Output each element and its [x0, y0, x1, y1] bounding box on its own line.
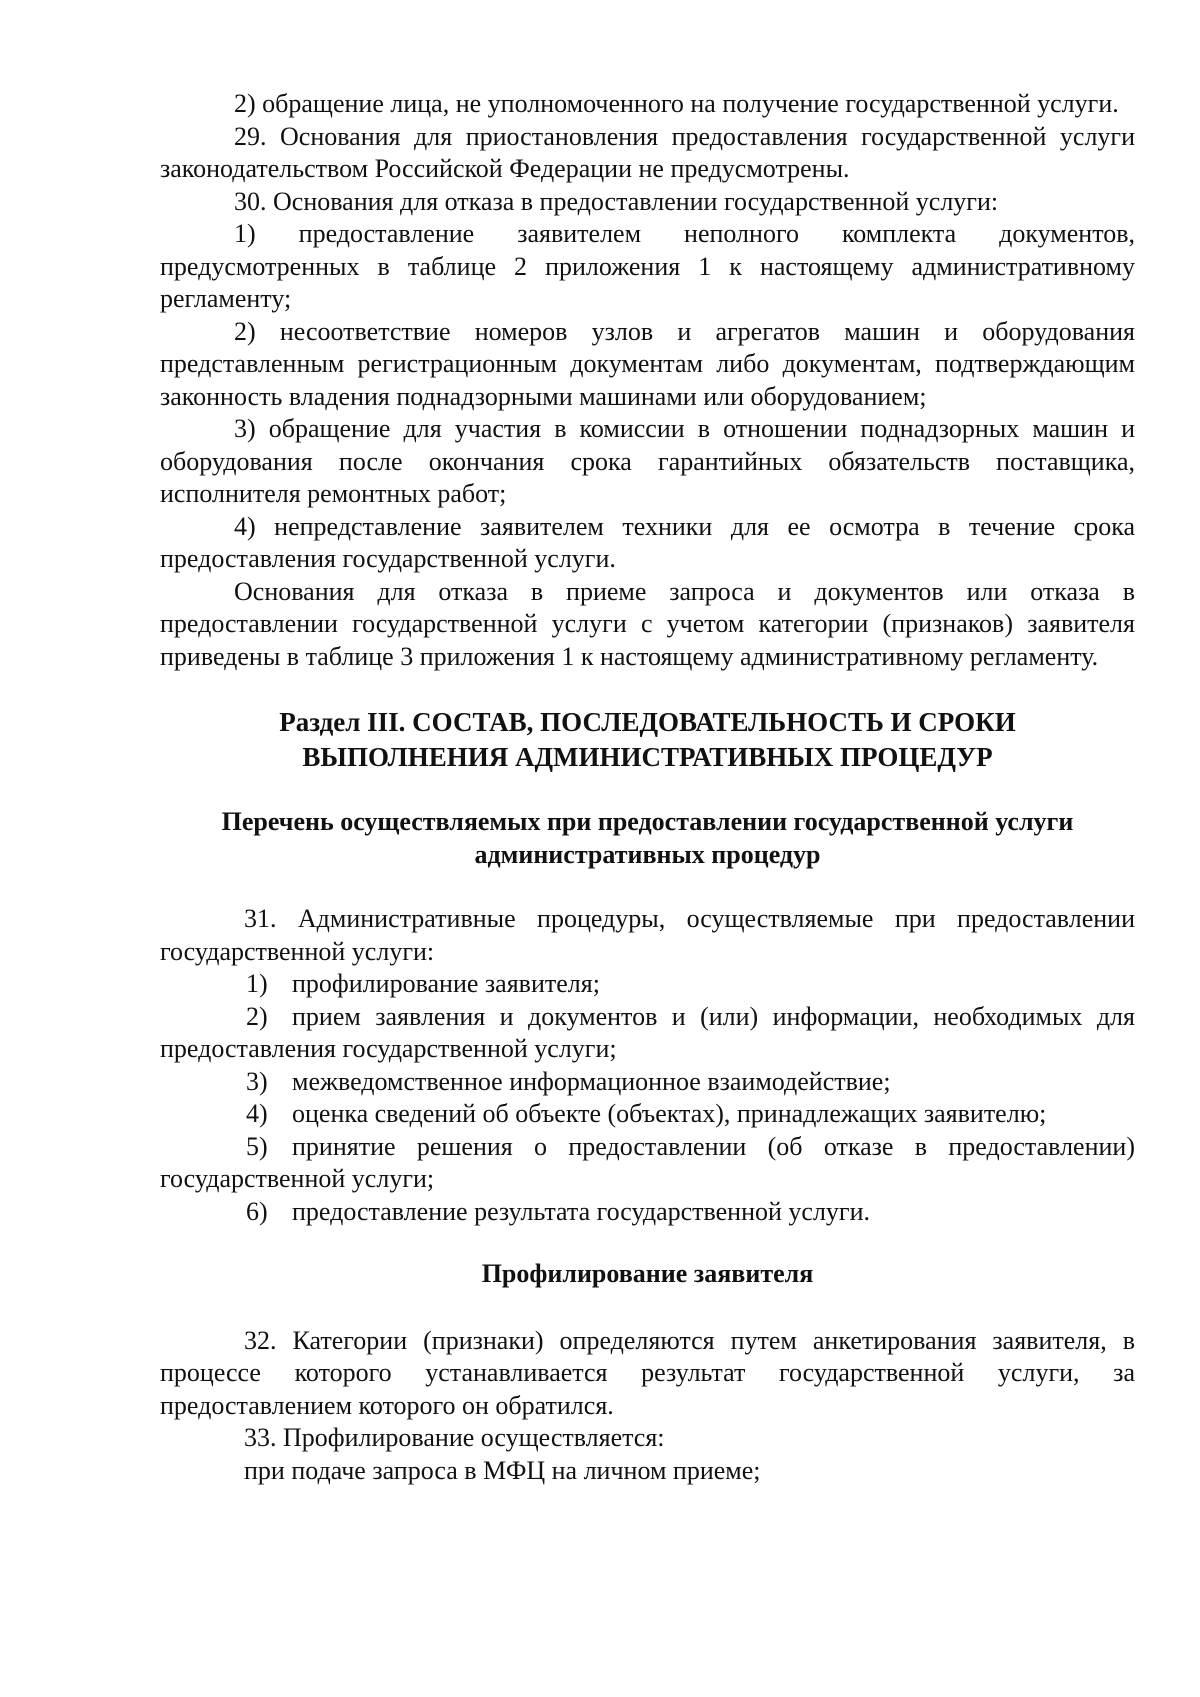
- subheading-procedures-line-2: административных процедур: [474, 840, 821, 869]
- list-item: [160, 1196, 1135, 1229]
- list-item-number: 1): [246, 969, 268, 998]
- list-item-text: межведомственное информационное взаимодействие;: [292, 1066, 891, 1096]
- list-item-text: профилирование заявителя;: [292, 969, 600, 998]
- paragraph-33-line: при подаче запроса в МФЦ на личном приеме;: [244, 1455, 761, 1485]
- paragraph-30-item-3: 3) обращение для участия в комиссии в отношении поднадзорных машин и оборудования после окончания срока гарантийных обязательств поставщика, исполнителя ремонтных работ;: [160, 414, 1135, 508]
- list-item-text: прием заявления и документов и (или) информации, необходимых для предоставления государственной услуги;: [160, 1001, 1135, 1063]
- paragraph-30-item-1: 1) предоставление заявителем неполного комплекта документов, предусмотренных в таблице 2 приложения 1 к настоящему административному регламенту;: [160, 219, 1135, 313]
- paragraph-33: 33. Профилирование осуществляется:: [244, 1423, 665, 1452]
- list-item: [160, 1001, 1135, 1066]
- subheading-applicant-profiling: Профилирование заявителя: [481, 1259, 814, 1288]
- document-page: [160, 88, 1135, 1487]
- list-item: [160, 1066, 1135, 1099]
- list-item: [160, 968, 1135, 1001]
- list-item: [160, 1131, 1135, 1196]
- subheading-procedures-list: [160, 805, 1135, 871]
- list-item: [160, 1098, 1135, 1131]
- paragraph-29: 29. Основания для приостановления предоставления государственной услуги законодательством Российской Федерации не предусмотрены.: [160, 121, 1135, 183]
- paragraph-32: 32. Категории (признаки) определяются путем анкетирования заявителя, в процессе которого устанавливается результат государственной услуги, за предоставлением которого он обратился.: [160, 1325, 1135, 1420]
- list-item-number: 3): [246, 1066, 268, 1096]
- list-item-text: предоставление результата государственной услуги.: [292, 1196, 871, 1226]
- paragraph-30-item-4: 4) непредставление заявителем техники для ее осмотра в течение срока предоставления государственной услуги.: [160, 511, 1135, 573]
- list-item-number: 2): [246, 1001, 268, 1031]
- subheading-procedures-line-1: Перечень осуществляемых при предоставлении государственной услуги: [221, 807, 1074, 836]
- section-heading-line-2: ВЫПОЛНЕНИЯ АДМИНИСТРАТИВНЫХ ПРОЦЕДУР: [302, 742, 993, 772]
- section-heading-line-1: Раздел III. СОСТАВ, ПОСЛЕДОВАТЕЛЬНОСТЬ И СРОКИ: [279, 707, 1016, 737]
- list-item-number: 5): [246, 1131, 268, 1161]
- section-heading: [160, 705, 1135, 775]
- paragraph-30: 30. Основания для отказа в предоставлении государственной услуги:: [234, 186, 999, 216]
- list-item-number: 6): [246, 1196, 268, 1226]
- paragraph-refusal-grounds: Основания для отказа в приеме запроса и документов или отказа в предоставлении государственной услуги с учетом категории (признаков) заявителя приведены в таблице 3 приложения 1 к настоящему административному регламенту.: [160, 576, 1135, 671]
- paragraph-item-2-unauthorized: 2) обращение лица, не уполномоченного на получение государственной услуги.: [234, 89, 1119, 118]
- list-item-text: принятие решения о предоставлении (об отказе в предоставлении) государственной услуги;: [160, 1131, 1135, 1193]
- paragraph-30-item-2: 2) несоответствие номеров узлов и агрегатов машин и оборудования представленным регистрационным документам либо документам, подтверждающим законность владения поднадзорными машинами или оборудованием;: [160, 316, 1135, 411]
- list-item-text: оценка сведений об объекте (объектах), принадлежащих заявителю;: [292, 1099, 1047, 1128]
- list-item-number: 4): [246, 1099, 268, 1128]
- paragraph-31: 31. Административные процедуры, осуществляемые при предоставлении государственной услуги:: [160, 904, 1135, 966]
